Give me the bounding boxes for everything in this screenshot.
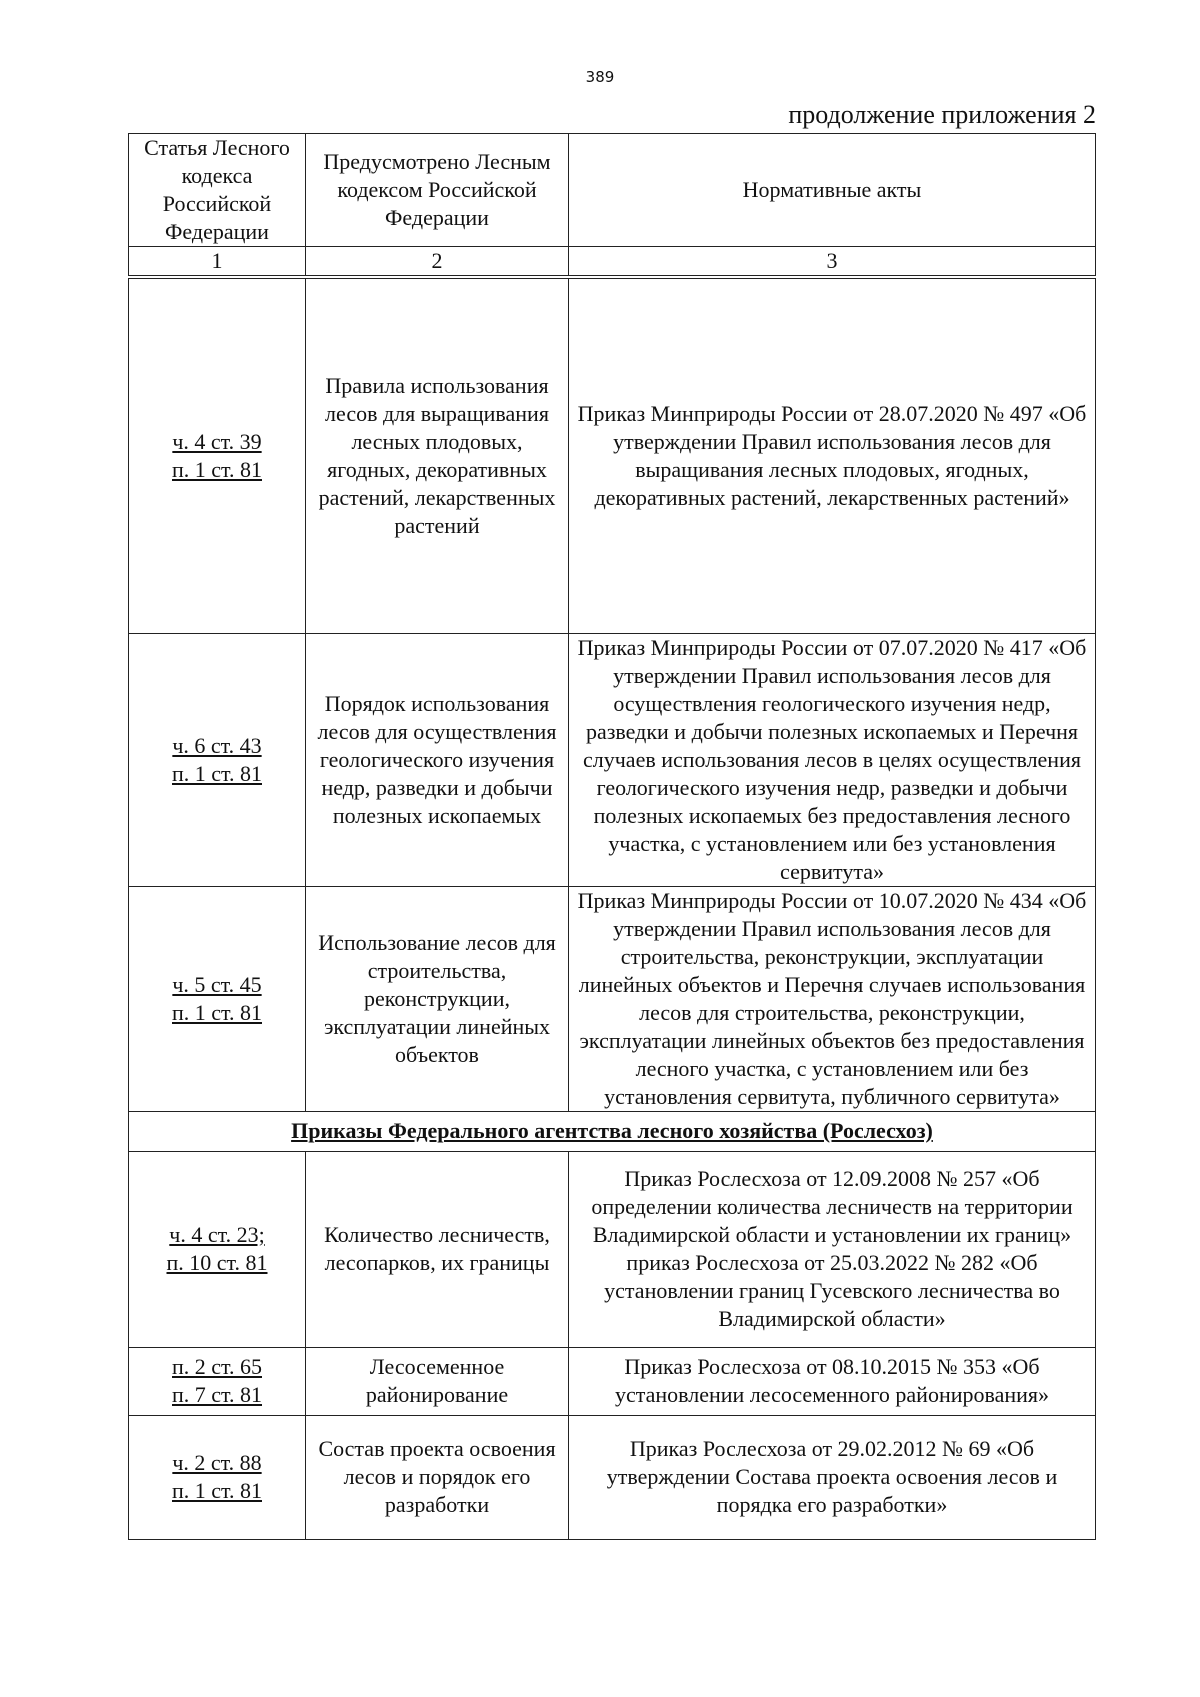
article-ref[interactable]: п. 1 ст. 81	[172, 999, 262, 1025]
table-row	[129, 633, 1096, 886]
article-ref[interactable]: п. 10 ст. 81	[166, 1250, 268, 1275]
article-cell	[129, 886, 306, 1111]
table-header-row	[129, 134, 1096, 247]
table-row	[129, 277, 1096, 633]
article-cell	[129, 1347, 306, 1415]
table-row	[129, 886, 1096, 1111]
provision-cell: Состав проекта освоения лесов и порядок его разработки	[306, 1415, 569, 1539]
acts-cell: Приказ Минприроды России от 28.07.2020 № 497 «Об утверждении Правил использования лесов для выращивания лесных плодовых, ягодных, декоративных растений, лекарственных растений»	[569, 277, 1096, 633]
regulations-table	[128, 133, 1096, 1540]
column-number: 3	[569, 247, 1096, 278]
article-ref[interactable]: ч. 2 ст. 88	[172, 1450, 262, 1475]
column-numbers-row	[129, 247, 1096, 278]
table-row	[129, 1347, 1096, 1415]
article-cell	[129, 1151, 306, 1347]
section-title: Приказы Федерального агентства лесного хозяйства (Рослесхоз)	[129, 1111, 1096, 1151]
column-number: 1	[129, 247, 306, 278]
article-cell	[129, 633, 306, 886]
article-ref[interactable]: п. 1 ст. 81	[172, 760, 262, 786]
article-ref[interactable]: ч. 4 ст. 23;	[169, 1222, 265, 1247]
article-cell	[129, 277, 306, 633]
article-ref[interactable]: п. 1 ст. 81	[172, 1478, 262, 1503]
article-ref[interactable]: ч. 5 ст. 45	[172, 971, 262, 997]
article-cell	[129, 1415, 306, 1539]
column-number: 2	[306, 247, 569, 278]
section-row	[129, 1111, 1096, 1151]
header-article: Статья Лесного кодекса Российской Федерации	[129, 134, 306, 247]
provision-cell: Лесосеменное районирование	[306, 1347, 569, 1415]
acts-cell: Приказ Минприроды России от 10.07.2020 № 434 «Об утверждении Правил использования лесов для строительства, реконструкции, эксплуатации линейных объектов и Перечня случаев использования лесов для строительства, реконструкции, эксплуатации линейных объектов без предоставления лесного участка, с установлением или без установления сервитута, публичного сервитута»	[569, 886, 1096, 1111]
page-number: 389	[585, 68, 615, 86]
provision-cell: Использование лесов для строительства, реконструкции, эксплуатации линейных объектов	[306, 886, 569, 1111]
provision-cell: Правила использования лесов для выращивания лесных плодовых, ягодных, декоративных растений, лекарственных растений	[306, 277, 569, 633]
article-ref[interactable]: п. 7 ст. 81	[172, 1382, 262, 1407]
article-ref[interactable]: ч. 6 ст. 43	[172, 732, 262, 758]
provision-cell: Количество лесничеств, лесопарков, их границы	[306, 1151, 569, 1347]
acts-cell: Приказ Рослесхоза от 08.10.2015 № 353 «Об установлении лесосеменного районирования»	[569, 1347, 1096, 1415]
header-acts: Нормативные акты	[569, 134, 1096, 247]
article-ref[interactable]: п. 2 ст. 65	[172, 1354, 262, 1379]
table-row	[129, 1151, 1096, 1347]
table-row	[129, 1415, 1096, 1539]
provision-cell: Порядок использования лесов для осуществления геологического изучения недр, разведки и добычи полезных ископаемых	[306, 633, 569, 886]
continuation-label: продолжение приложения 2	[788, 100, 1096, 129]
acts-cell: Приказ Минприроды России от 07.07.2020 № 417 «Об утверждении Правил использования лесов для осуществления геологического изучения недр, разведки и добычи полезных ископаемых и Перечня случаев использования лесов в целях осуществления геологического изучения недр, разведки и добычи полезных ископаемых без предоставления лесного участка, с установлением или без установления сервитута»	[569, 633, 1096, 886]
acts-cell: Приказ Рослесхоза от 12.09.2008 № 257 «Об определении количества лесничеств на территории Владимирской области и установлении их границ» приказ Рослесхоза от 25.03.2022 № 282 «Об установлении границ Гусевского лесничества во Владимирской области»	[569, 1151, 1096, 1347]
acts-cell: Приказ Рослесхоза от 29.02.2012 № 69 «Об утверждении Состава проекта освоения лесов и порядка его разработки»	[569, 1415, 1096, 1539]
header-provision: Предусмотрено Лесным кодексом Российской Федерации	[306, 134, 569, 247]
article-ref[interactable]: ч. 4 ст. 39	[172, 428, 262, 454]
article-ref[interactable]: п. 1 ст. 81	[172, 456, 262, 482]
